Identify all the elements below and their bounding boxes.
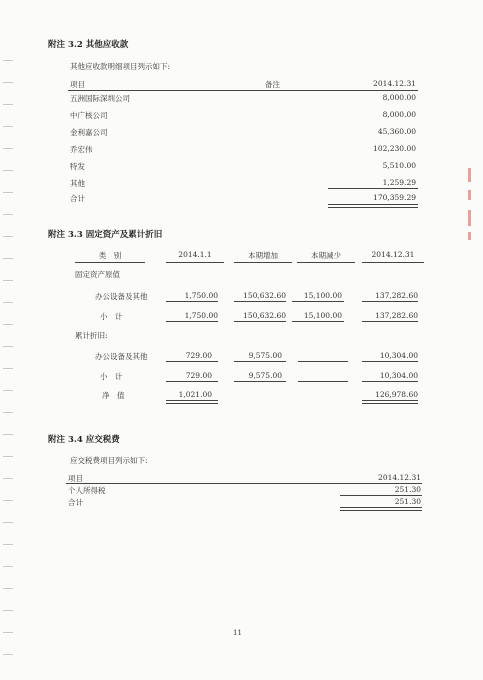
table-cell: 1,750.00: [184, 311, 218, 320]
table-row-value: 8,000.00: [382, 110, 416, 119]
total-label: 合计: [68, 498, 83, 507]
col-header-remark: 备注: [265, 80, 280, 89]
table-cell: 15,100.00: [303, 311, 342, 320]
table-row-label: 乔宏伟: [70, 145, 93, 154]
table-row-value: 102,230.00: [373, 144, 416, 153]
table-row-label: 中广核公司: [70, 111, 108, 120]
table-cell: 10,304.00: [379, 371, 418, 380]
table-cell: 126,978.60: [375, 390, 418, 399]
note-3-3-heading: 附注 3.3 固定资产及累计折旧: [48, 230, 163, 240]
table-cell: 9,575.00: [248, 351, 282, 360]
total-value: 251.30: [394, 497, 421, 506]
total-double-rule: [328, 204, 418, 208]
table-row-value: 1,259.29: [382, 178, 416, 187]
subtotal-rule: [328, 188, 418, 189]
note-3-4-heading: 附注 3.4 应交税费: [48, 435, 120, 445]
table-cell: 729.00: [185, 351, 212, 360]
col-header-increase: 本期增加: [248, 251, 278, 260]
table-cell: 150,632.60: [243, 311, 286, 320]
table-row-value: 251.30: [394, 485, 421, 494]
table-cell: 10,304.00: [379, 351, 418, 360]
header-rule: [66, 483, 422, 484]
table-row-label: 五洲国际深圳公司: [70, 94, 130, 103]
total-double-rule: [340, 507, 422, 511]
table-row-label: 办公设备及其他: [95, 292, 148, 301]
col-header-item: 项目: [68, 474, 83, 483]
net-value-label: 净 值: [102, 391, 125, 400]
total-label: 合计: [70, 194, 85, 203]
col-header-date: 2014.12.31: [378, 473, 421, 482]
section-label: 累计折旧:: [75, 331, 108, 340]
table-row-value: 5,510.00: [382, 161, 416, 170]
col-header-closing: 2014.12.31: [371, 250, 415, 259]
table-cell: 1,750.00: [184, 291, 218, 300]
subtotal-label: 小 计: [100, 312, 123, 321]
subtotal-label: 小 计: [100, 372, 123, 381]
col-header-opening: 2014.1.1: [178, 250, 212, 259]
table-row-value: 45,360.00: [377, 127, 416, 136]
note-3-4-intro: 应交税费项目列示如下:: [70, 456, 148, 465]
note-3-2-intro: 其他应收款明细项目列示如下:: [70, 62, 171, 71]
col-header-date: 2014.12.31: [373, 79, 416, 88]
col-header-decrease: 本期减少: [311, 251, 341, 260]
header-rule: [68, 90, 418, 91]
table-row-label: 特发: [70, 162, 85, 171]
table-cell: 15,100.00: [303, 291, 342, 300]
subtotal-rule: [340, 495, 422, 496]
table-cell: 1,021.00: [178, 390, 212, 399]
table-cell: 150,632.60: [243, 291, 286, 300]
table-cell: 729.00: [185, 371, 212, 380]
section-label: 固定资产原值: [75, 270, 120, 279]
col-header-item: 项目: [70, 80, 85, 89]
table-row-label: 其他: [70, 179, 85, 188]
table-cell: 9,575.00: [248, 371, 282, 380]
total-value: 170,359.29: [373, 193, 416, 202]
table-cell: 137,282.60: [375, 291, 418, 300]
table-row-label: 个人所得税: [68, 486, 106, 495]
table-row-label: 金利嘉公司: [70, 128, 108, 137]
note-3-2-heading: 附注 3.2 其他应收款: [48, 40, 129, 50]
table-cell: 137,282.60: [375, 311, 418, 320]
table-row-value: 8,000.00: [382, 93, 416, 102]
col-header-category: 类 别: [98, 251, 122, 260]
table-row-label: 办公设备及其他: [95, 352, 148, 361]
page-number: 11: [233, 629, 242, 637]
